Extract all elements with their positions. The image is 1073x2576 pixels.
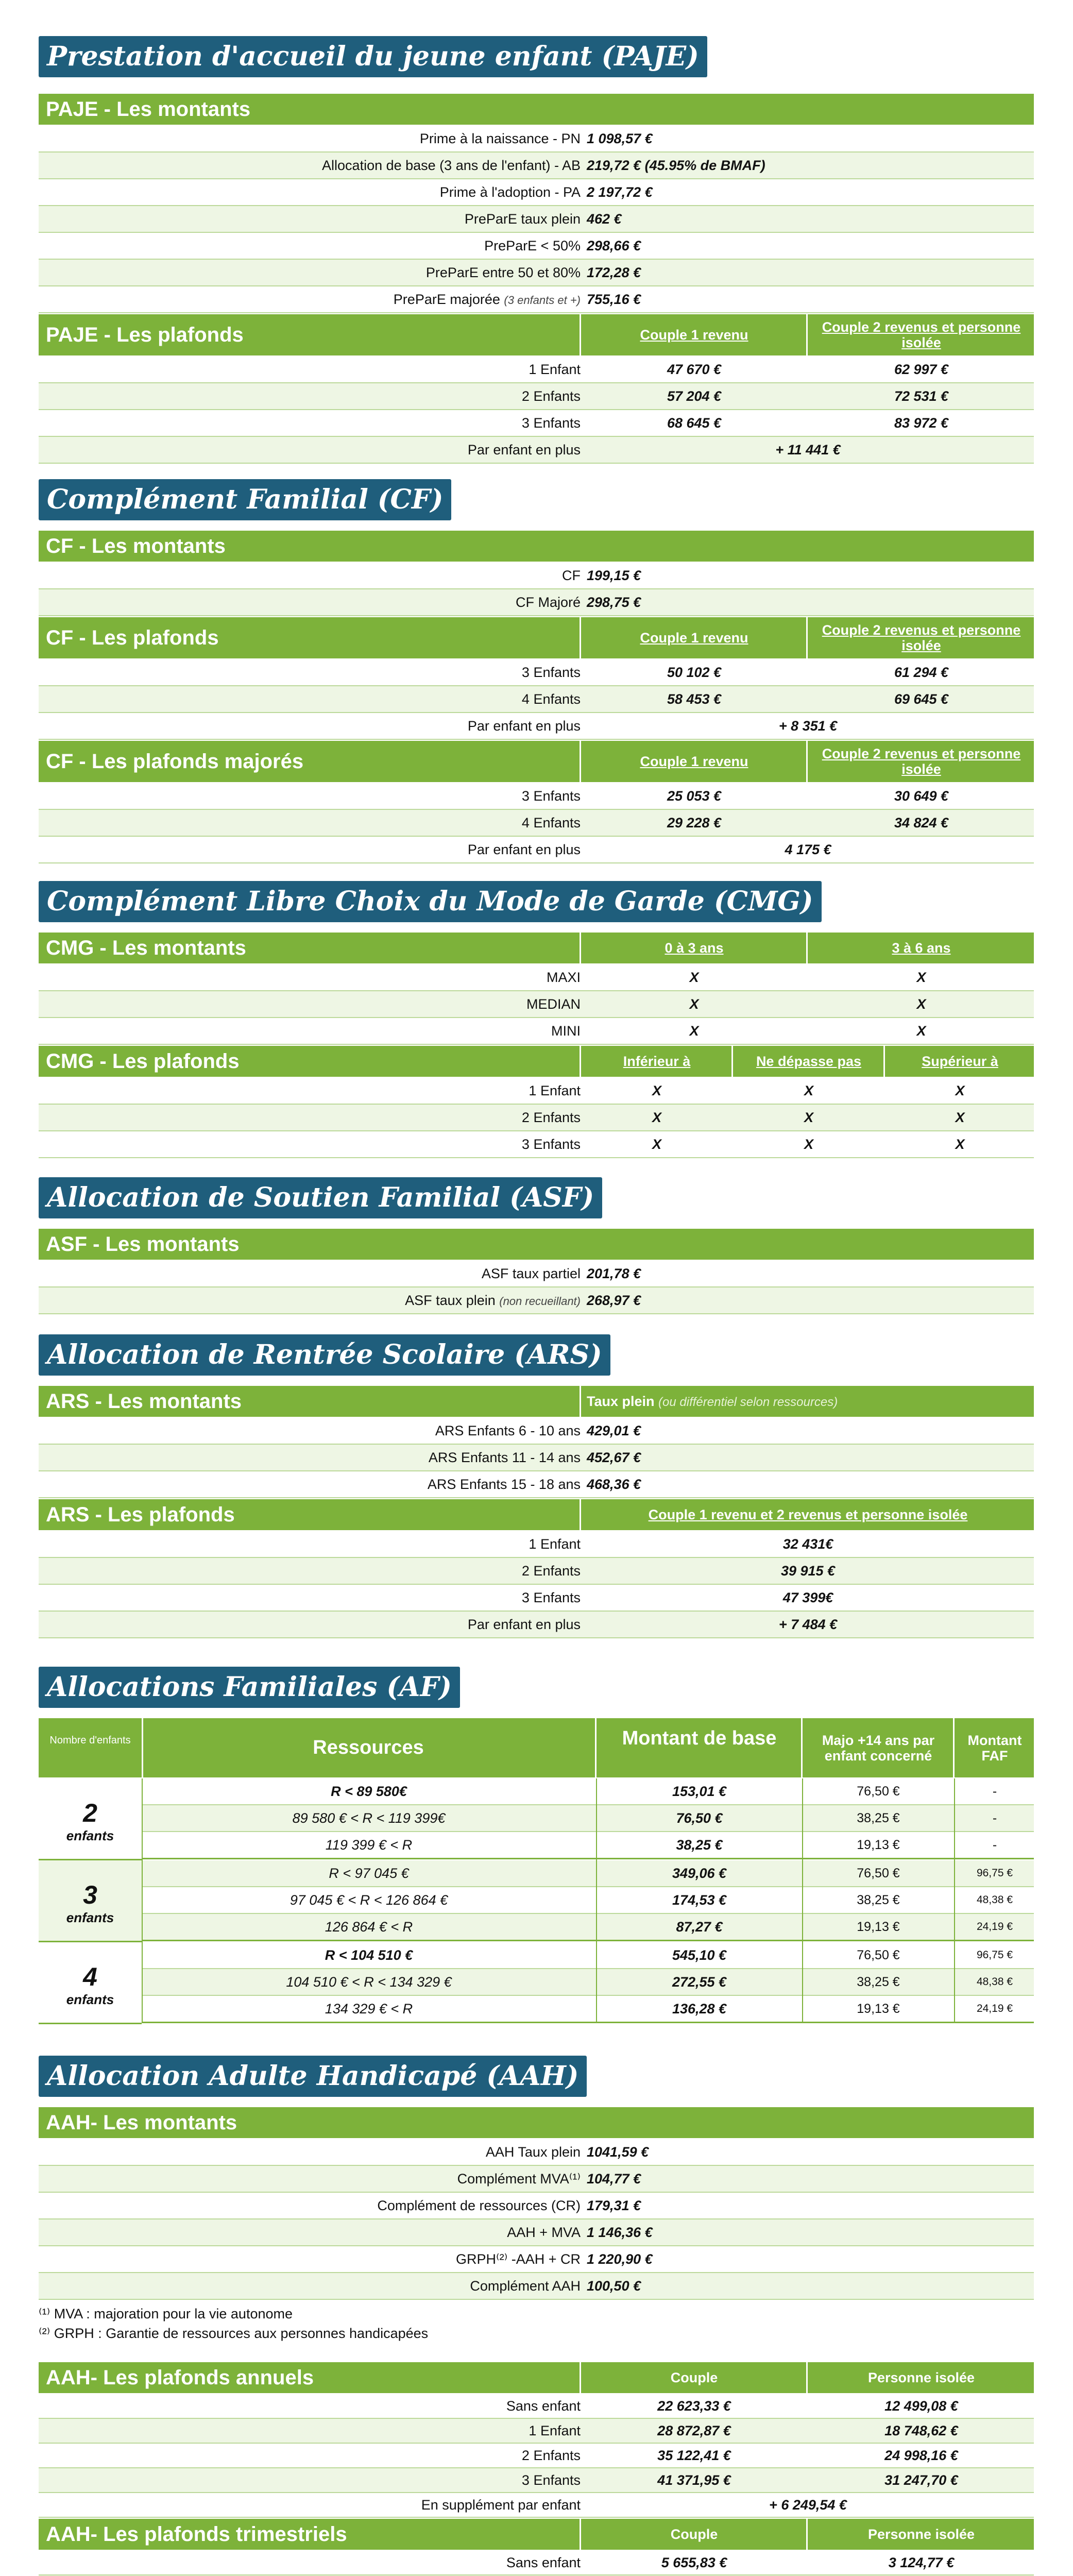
table-row: Prime à l'adoption - PA 2 197,72 € [39,179,1034,206]
table-row: PreParE majorée (3 enfants et +) 755,16 € [39,286,1034,313]
table-row: Complément MVA⁽¹⁾ 104,77 € [39,2166,1034,2193]
aah-annuels-header: AAH- Les plafonds annuels Couple Personne isolée [39,2362,1034,2393]
table-row: Sans enfant 5 655,83 € 3 124,77 € [39,2551,1034,2575]
asf-section [39,1177,1034,1332]
table-row: MEDIAN X X [39,991,1034,1018]
cmg-title: Complément Libre Choix du Mode de Garde (CMG) [39,881,822,922]
table-row: MAXI X X [39,964,1034,991]
table-row: 2 Enfants 35 122,41 € 24 998,16 € [39,2444,1034,2468]
asf-title: Allocation de Soutien Familial (ASF) [39,1177,602,1218]
ars-section [39,1334,1034,1632]
table-row: 3 Enfants 50 102 € 61 294 € [39,659,1034,686]
paje-montants-header: PAJE - Les montants [39,94,1034,125]
table-row: 3 Enfants 68 645 € 83 972 € [39,410,1034,437]
af-header: Nombre d'enfants Ressources Montant de base Majo +14 ans par enfant concerné Montant FAF [39,1718,1034,1777]
table-row: ARS Enfants 6 - 10 ans 429,01 € [39,1418,1034,1445]
table-row: R < 97 045 € 349,06 € 76,50 € 96,75 € [143,1860,1034,1887]
table-row: 4 Enfants 58 453 € 69 645 € [39,686,1034,713]
table-row: PreParE taux plein 462 € [39,206,1034,233]
cmg-plafonds-header: CMG - Les plafonds Inférieur à Ne dépasse pas Supérieur à [39,1046,1034,1077]
ars-title: Allocation de Rentrée Scolaire (ARS) [39,1334,610,1376]
af-section [39,1667,1034,2027]
footnote: ⁽²⁾ GRPH : Garantie de ressources aux personnes handicapées [39,2326,429,2341]
table-row: AAH + MVA 1 146,36 € [39,2219,1034,2246]
table-row: 1 Enfant 28 872,87 € 18 748,62 € [39,2419,1034,2444]
cmg-section [39,881,1034,1170]
paje-plafonds-header: PAJE - Les plafonds Couple 1 revenu Couple 2 revenus et personne isolée [39,314,1034,355]
table-row: PreParE entre 50 et 80% 172,28 € [39,260,1034,286]
table-row: 1 Enfant 47 670 € 62 997 € [39,357,1034,383]
table-row: 2 Enfants 39 915 € [39,1558,1034,1585]
table-row: AAH Taux plein 1041,59 € [39,2139,1034,2166]
footnote: ⁽¹⁾ MVA : majoration pour la vie autonome [39,2306,293,2321]
cf-montants-header: CF - Les montants [39,531,1034,562]
cf-section [39,479,1034,871]
table-row: GRPH⁽²⁾ -AAH + CR 1 220,90 € [39,2246,1034,2273]
table-row: Par enfant en plus + 11 441 € [39,437,1034,464]
cf-majores-header: CF - Les plafonds majorés Couple 1 revenu Couple 2 revenus et personne isolée [39,741,1034,782]
table-row: Par enfant en plus + 8 351 € [39,713,1034,740]
table-row: 3 Enfants 47 399€ [39,1585,1034,1612]
aah-title: Allocation Adulte Handicapé (AAH) [39,2056,587,2097]
table-row: PreParE < 50% 298,66 € [39,233,1034,260]
aah-montants-header: AAH- Les montants [39,2107,1034,2138]
table-row: Complément de ressources (CR) 179,31 € [39,2193,1034,2219]
table-row: Prime à la naissance - PN 1 098,57 € [39,126,1034,152]
table-row: CF 199,15 € [39,563,1034,589]
asf-montants-header: ASF - Les montants [39,1229,1034,1260]
table-row: MINI X X [39,1018,1034,1045]
table-row: 97 045 € < R < 126 864 € 174,53 € 38,25 € 48,38 € [143,1887,1034,1914]
table-row: 134 329 € < R 136,28 € 19,13 € 24,19 € [143,1996,1034,2023]
table-row: R < 89 580€ 153,01 € 76,50 € - [143,1778,1034,1805]
paje-section [39,36,1034,474]
table-row: 2 Enfants 57 204 € 72 531 € [39,383,1034,410]
table-row: 2 Enfants X X X [39,1105,1034,1131]
table-row: 3 Enfants 41 371,95 € 31 247,70 € [39,2468,1034,2493]
ars-plafonds-header: ARS - Les plafonds Couple 1 revenu et 2 revenus et personne isolée [39,1499,1034,1530]
cf-plafonds-header: CF - Les plafonds Couple 1 revenu Couple 2 revenus et personne isolée [39,617,1034,658]
table-row: Allocation de base (3 ans de l'enfant) - AB 219,72 € (45.95% de BMAF) [39,152,1034,179]
af-group-3: 3 enfants [39,1860,142,1942]
af-group-4: 4 enfants [39,1942,142,2024]
aah-section [39,2056,1034,2576]
aah-trim-header: AAH- Les plafonds trimestriels Couple Personne isolée [39,2519,1034,2550]
table-row: 89 580 € < R < 119 399€ 76,50 € 38,25 € - [143,1805,1034,1832]
table-row: 119 399 € < R 38,25 € 19,13 € - [143,1832,1034,1859]
table-row: En supplément par enfant + 6 249,54 € [39,2493,1034,2518]
table-row: Par enfant en plus 4 175 € [39,837,1034,863]
af-group-2: 2 enfants [39,1778,142,1860]
table-row: Complément AAH 100,50 € [39,2273,1034,2300]
table-row: 104 510 € < R < 134 329 € 272,55 € 38,25 € 48,38 € [143,1969,1034,1996]
table-row: 1 Enfant 32 431€ [39,1531,1034,1558]
table-row: Par enfant en plus + 7 484 € [39,1612,1034,1638]
table-row: CF Majoré 298,75 € [39,589,1034,616]
table-row: 3 Enfants 25 053 € 30 649 € [39,783,1034,810]
table-row: ASF taux partiel 201,78 € [39,1261,1034,1287]
table-row: R < 104 510 € 545,10 € 76,50 € 96,75 € [143,1942,1034,1969]
af-title: Allocations Familiales (AF) [39,1667,460,1708]
table-row: Sans enfant 22 623,33 € 12 499,08 € [39,2394,1034,2419]
cmg-montants-header: CMG - Les montants 0 à 3 ans 3 à 6 ans [39,933,1034,963]
table-row: ARS Enfants 15 - 18 ans 468,36 € [39,1471,1034,1498]
table-row: ASF taux plein (non recueillant) 268,97 € [39,1287,1034,1314]
paje-title: Prestation d'accueil du jeune enfant (PAJE) [39,36,707,77]
table-row: 4 Enfants 29 228 € 34 824 € [39,810,1034,837]
table-row: ARS Enfants 11 - 14 ans 452,67 € [39,1445,1034,1471]
table-row: 3 Enfants X X X [39,1131,1034,1158]
cf-title: Complément Familial (CF) [39,479,451,520]
table-row: 126 864 € < R 87,27 € 19,13 € 24,19 € [143,1914,1034,1941]
table-row: 1 Enfant X X X [39,1078,1034,1105]
ars-montants-header: ARS - Les montants Taux plein (ou différentiel selon ressources) [39,1386,1034,1417]
